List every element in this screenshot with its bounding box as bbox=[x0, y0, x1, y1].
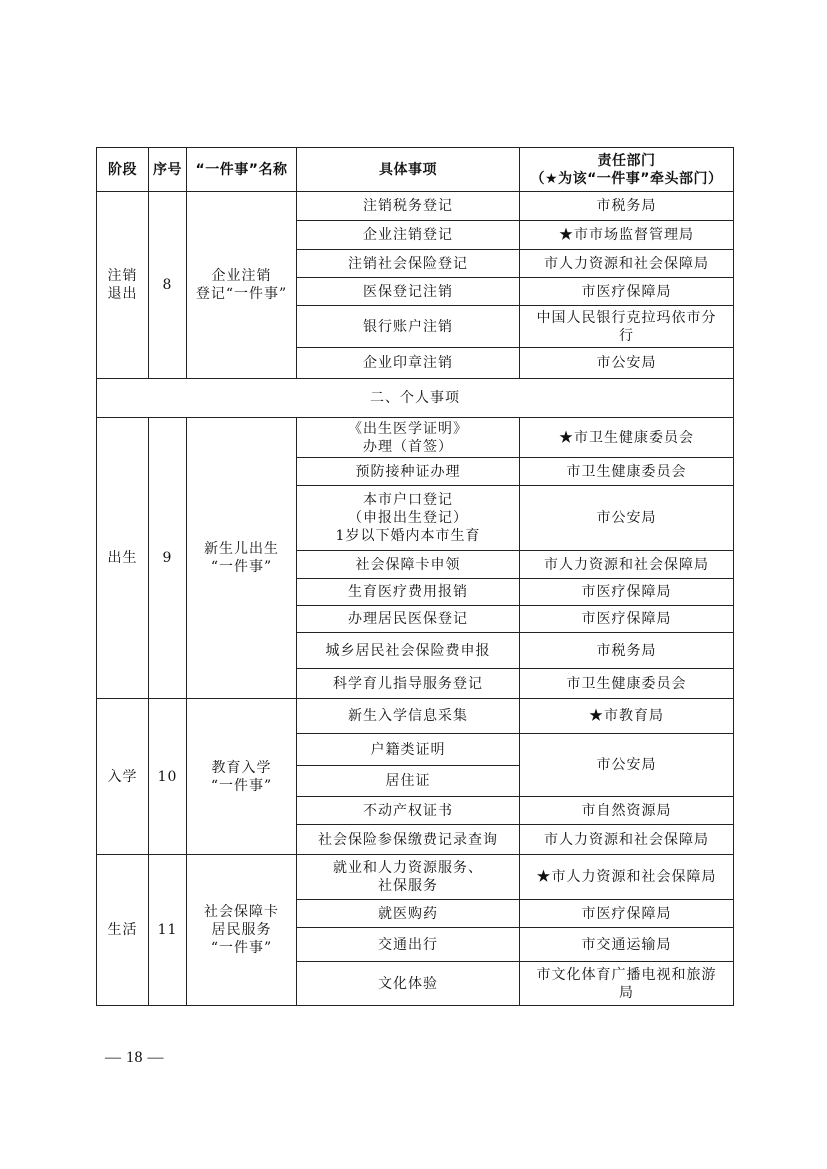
item-cell: 注销税务登记 bbox=[297, 192, 520, 221]
seq-cell: 9 bbox=[149, 418, 187, 699]
dept-cell: 市人力资源和社会保障局 bbox=[520, 825, 734, 855]
dept-cell: 中国人民银行克拉玛依市分 行 bbox=[520, 306, 734, 348]
item-cell: 交通出行 bbox=[297, 928, 520, 962]
item-cell: 本市户口登记 （申报出生登记） 1岁以下婚内本市生育 bbox=[297, 486, 520, 551]
page-number: — 18 — bbox=[105, 1049, 164, 1066]
item-cell: 户籍类证明 bbox=[297, 734, 520, 766]
matters-table bbox=[96, 147, 734, 1006]
table-row bbox=[97, 418, 734, 458]
name-cell: 企业注销 登记“一件事” bbox=[187, 192, 297, 379]
name-cell: 教育入学 “一件事” bbox=[187, 699, 297, 855]
header-stage: 阶段 bbox=[97, 148, 149, 192]
name-cell: 社会保障卡 居民服务 “一件事” bbox=[187, 855, 297, 1006]
table-row bbox=[97, 699, 734, 734]
item-cell: 居住证 bbox=[297, 766, 520, 797]
dept-cell: 市人力资源和社会保障局 bbox=[520, 551, 734, 579]
stage-cell: 出生 bbox=[97, 418, 149, 699]
item-cell: 办理居民医保登记 bbox=[297, 606, 520, 633]
item-cell: 预防接种证办理 bbox=[297, 458, 520, 486]
table-row bbox=[97, 192, 734, 221]
dept-cell: 市医疗保障局 bbox=[520, 278, 734, 306]
dept-cell: 市交通运输局 bbox=[520, 928, 734, 962]
item-cell: 新生入学信息采集 bbox=[297, 699, 520, 734]
dept-cell: 市税务局 bbox=[520, 633, 734, 669]
item-cell: 企业印章注销 bbox=[297, 348, 520, 379]
header-dept: 责任部门 （★为该“一件事”牵头部门） bbox=[520, 148, 734, 192]
header-item: 具体事项 bbox=[297, 148, 520, 192]
dept-cell: 市卫生健康委员会 bbox=[520, 458, 734, 486]
stage-cell: 入学 bbox=[97, 699, 149, 855]
dept-cell: ★市教育局 bbox=[520, 699, 734, 734]
item-cell: 就业和人力资源服务、 社保服务 bbox=[297, 855, 520, 900]
item-cell: 城乡居民社会保险费申报 bbox=[297, 633, 520, 669]
dept-cell: 市医疗保障局 bbox=[520, 579, 734, 606]
item-cell: 不动产权证书 bbox=[297, 797, 520, 825]
item-cell: 科学育儿指导服务登记 bbox=[297, 669, 520, 699]
header-seq: 序号 bbox=[149, 148, 187, 192]
table-row bbox=[97, 855, 734, 900]
item-cell: 文化体验 bbox=[297, 962, 520, 1006]
item-cell: 就医购药 bbox=[297, 900, 520, 928]
name-cell: 新生儿出生 “一件事” bbox=[187, 418, 297, 699]
dept-cell: ★市卫生健康委员会 bbox=[520, 418, 734, 458]
seq-cell: 8 bbox=[149, 192, 187, 379]
item-cell: 医保登记注销 bbox=[297, 278, 520, 306]
section-title: 二、个人事项 bbox=[97, 379, 734, 418]
header-name: “一件事”名称 bbox=[187, 148, 297, 192]
dept-cell: 市税务局 bbox=[520, 192, 734, 221]
section-row bbox=[97, 379, 734, 418]
item-cell: 社会保险参保缴费记录查询 bbox=[297, 825, 520, 855]
dept-cell: 市人力资源和社会保障局 bbox=[520, 250, 734, 278]
dept-cell: 市自然资源局 bbox=[520, 797, 734, 825]
dept-cell: 市公安局 bbox=[520, 734, 734, 797]
dept-cell: 市文化体育广播电视和旅游 局 bbox=[520, 962, 734, 1006]
item-cell: 社会保障卡申领 bbox=[297, 551, 520, 579]
dept-cell: 市卫生健康委员会 bbox=[520, 669, 734, 699]
dept-cell: ★市市场监督管理局 bbox=[520, 221, 734, 250]
header-row bbox=[97, 148, 734, 192]
dept-cell: ★市人力资源和社会保障局 bbox=[520, 855, 734, 900]
dept-cell: 市医疗保障局 bbox=[520, 900, 734, 928]
item-cell: 银行账户注销 bbox=[297, 306, 520, 348]
seq-cell: 10 bbox=[149, 699, 187, 855]
item-cell: 企业注销登记 bbox=[297, 221, 520, 250]
dept-cell: 市公安局 bbox=[520, 486, 734, 551]
dept-cell: 市医疗保障局 bbox=[520, 606, 734, 633]
stage-cell: 注销 退出 bbox=[97, 192, 149, 379]
item-cell: 注销社会保险登记 bbox=[297, 250, 520, 278]
item-cell: 生育医疗费用报销 bbox=[297, 579, 520, 606]
item-cell: 《出生医学证明》 办理（首签） bbox=[297, 418, 520, 458]
seq-cell: 11 bbox=[149, 855, 187, 1006]
stage-cell: 生活 bbox=[97, 855, 149, 1006]
dept-cell: 市公安局 bbox=[520, 348, 734, 379]
